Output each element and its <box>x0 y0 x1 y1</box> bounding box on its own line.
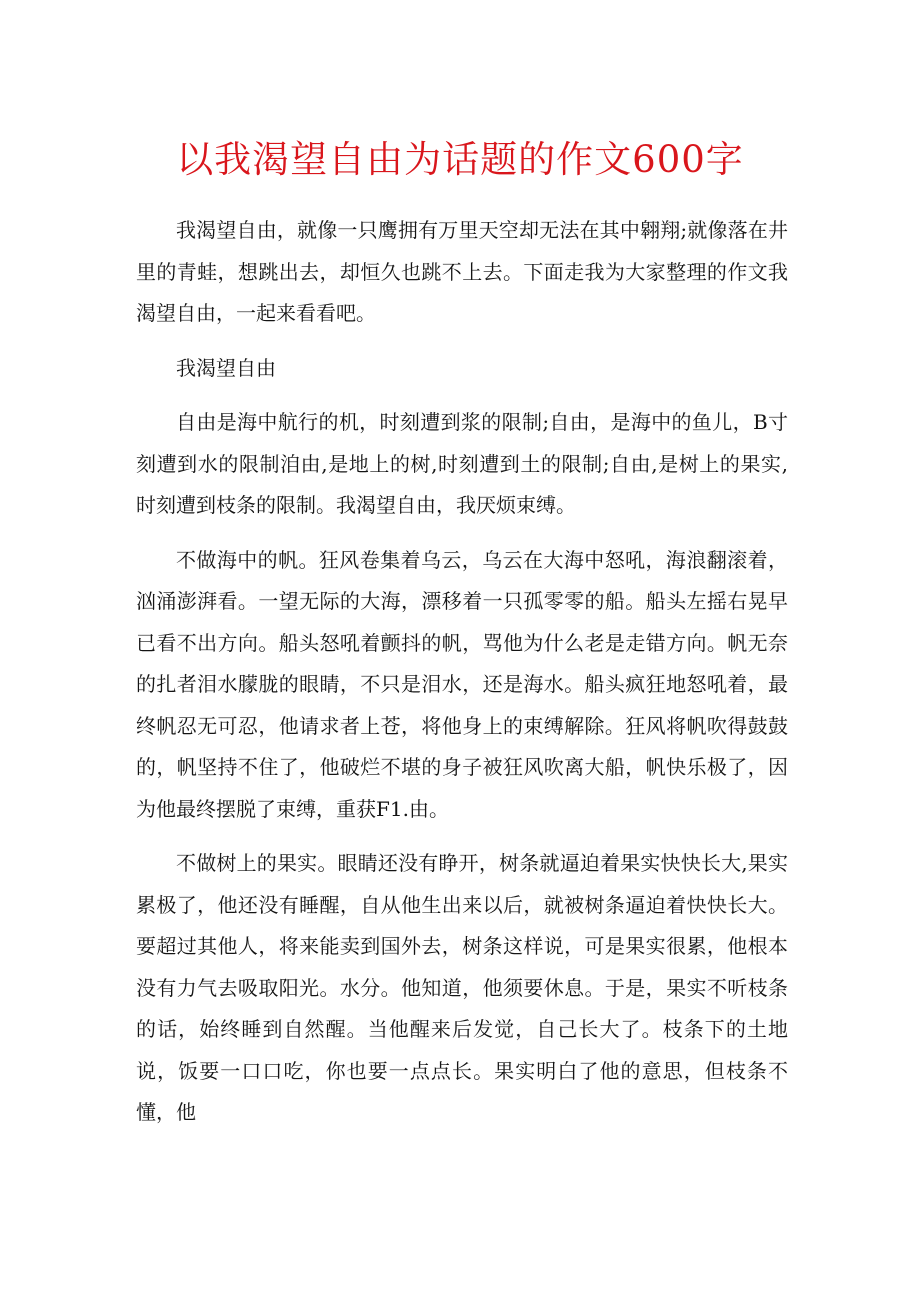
essay-heading: 我渴望自由 <box>176 355 276 380</box>
body-paragraph-1: 自由是海中航行的机，时刻遭到浆的限制;自由，是海中的鱼儿，B寸刻遭到水的限制洎由,是地上的树,时刻遭到土的限制;自由,是树上的果实,时刻遭到枝条的限制。我渴望自由，我厌烦束缚。 <box>136 410 788 517</box>
intro-paragraph: 我渴望自由，就像一只鹰拥有万里天空却无法在其中翱翔;就像落在井里的青蛙，想跳出去，却恒久也跳不上去。下面走我为大家整理的作文我渴望自由，一起来看看吧。 <box>136 218 788 325</box>
document-body <box>136 210 788 1147</box>
body-paragraph-2: 不做海中的帆。狂风卷集着乌云，乌云在大海中怒吼，海浪翻滚着，汹涌澎湃看。一望无际的大海，漂移着一只孤零零的船。船头左摇右晃早已看不出方向。船头怒吼着颤抖的帆，骂他为什么老是走错方向。帆无奈的扎者泪水朦胧的眼睛，不只是泪水，还是海水。船头疯狂地怒吼着，最终帆忍无可忍，他请求者上苍，将他身上的束缚解除。狂风将帆吹得鼓鼓的，帆坚持不住了，他破烂不堪的身子被狂风吹离大船，帆快乐极了，因为他最终摆脱了束缚，重获F1.由。 <box>136 547 788 821</box>
body-paragraph-3: 不做树上的果实。眼睛还没有睁开，树条就逼迫着果实快快长大,果实累极了，他还没有睡醒，自从他生出来以后，就被树条逼迫着快快长大。要超过其他人，将来能卖到国外去，树条这样说，可是果实很累，他根本没有力气去吸取阳光。水分。他知道，他须要休息。于是，果实不听枝条的话，始终睡到自然醒。当他醒来后发觉，自己长大了。枝条下的土地说，饭要一口口吃，你也要一点点长。果实明白了他的意思，但枝条不懂，他 <box>136 851 788 1124</box>
document-title: 以我渴望自由为话题的作文600字 <box>176 138 744 181</box>
